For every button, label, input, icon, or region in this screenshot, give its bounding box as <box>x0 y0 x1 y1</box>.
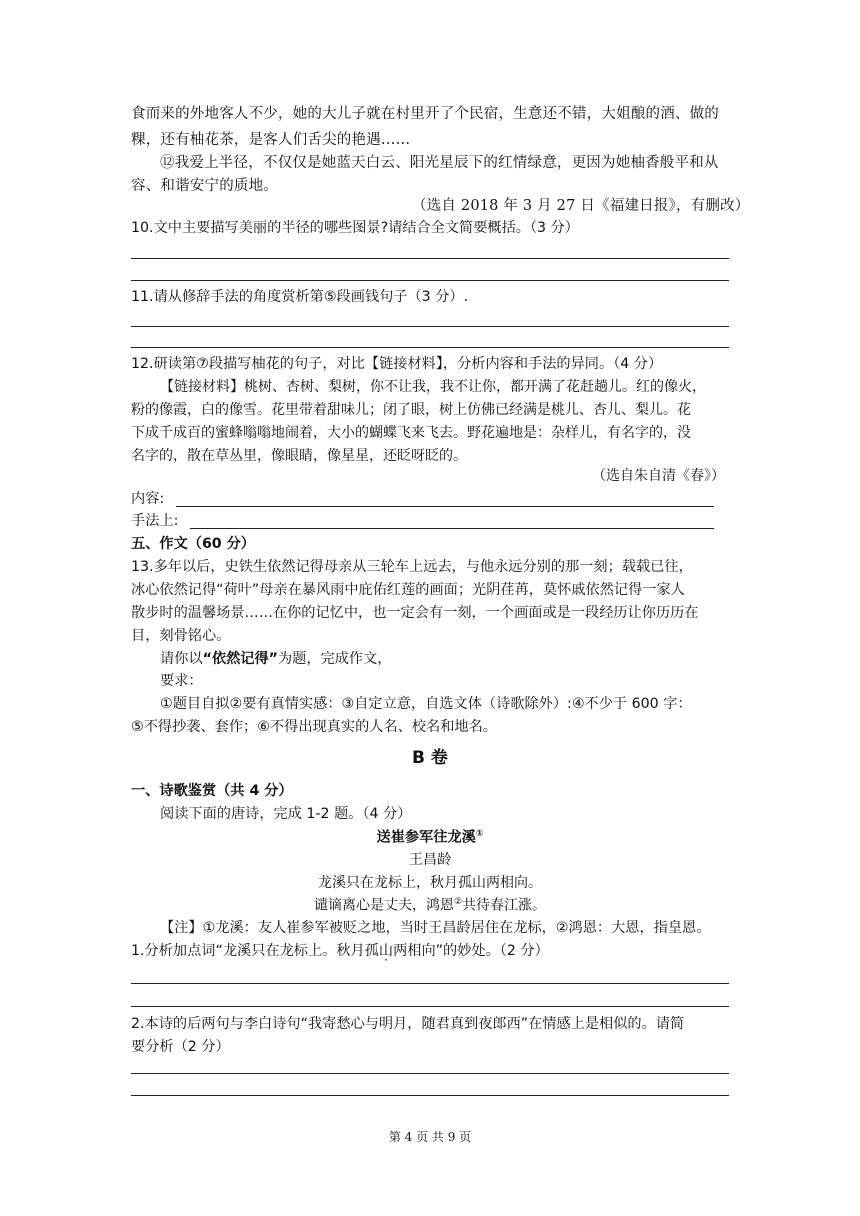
poem-note-marker: ② <box>453 897 463 907</box>
requirements: ⑤不得抄袭、套作；⑥不得出现真实的人名、校名和地名。 <box>131 719 497 735</box>
article-paragraph-12: ⑫我爱上半径，不仅仅是她蓝天白云、阳光星辰下的红情绿意，更因为她柚香般平和从 <box>160 155 719 171</box>
content-label: 内容: <box>131 491 165 507</box>
question-b2: 2.本诗的后两句与李白诗句“我寄愁心与明月，随君真到夜郎西”在情感上是相似的。请简 <box>131 1016 685 1032</box>
answer-line[interactable] <box>131 347 729 348</box>
q1-text-a: 1.分析加点词“龙溪只在龙标上。秋月孤 <box>131 943 379 959</box>
answer-line[interactable] <box>131 326 729 327</box>
part-b-title: B 卷 <box>412 748 448 768</box>
question-13: 13.多年以后，史铁生依然记得母亲从三轮车上远去，与他永远分别的那一刻；载载已往， <box>131 559 693 575</box>
poem-title-text: 送崔参军往龙溪 <box>376 829 476 846</box>
answer-line[interactable] <box>131 983 729 984</box>
essay-instruction <box>160 652 392 666</box>
link-material: 下成千成百的蜜蜂嗡嗡地闹着，大小的蝴蝶飞来飞去。野花遍地是：杂样儿，有名字的，没 <box>131 425 691 441</box>
requirements-label: 要求： <box>160 673 203 689</box>
page-footer: 第 4 页 共 9 页 <box>388 1130 472 1144</box>
answer-line[interactable] <box>131 1073 729 1074</box>
answer-line[interactable] <box>131 280 729 281</box>
poem-line-2 <box>0 898 860 913</box>
instr-prefix: 请你以 <box>160 651 203 667</box>
article-line: 容、和谐安宁的质地。 <box>131 178 278 194</box>
link-material: 名字的，散在草丛里，像眼睛，像星星，还眨呀眨的。 <box>131 448 467 464</box>
question-10: 10.文中主要描写美丽的半径的哪些图景?请结合全文简要概括。（3 分） <box>131 220 579 236</box>
question-13: 散步时的温馨场景……在你的记忆中，也一定会有一刻，一个画面或是一段经历让你历历在 <box>131 605 699 621</box>
poem-title-note: ① <box>475 829 484 839</box>
question-13: 冰心依然记得“荷叶”母亲在暴风雨中庇佑红莲的画面；光阴荏苒，莫怀戚依然记得一家人 <box>131 582 685 598</box>
section-5-title: 五、作文（60 分） <box>131 536 255 552</box>
question-b1 <box>131 944 549 958</box>
method-answer-line[interactable] <box>190 528 714 529</box>
section-1-title: 一、诗歌鉴赏（共 4 分） <box>131 783 293 799</box>
essay-topic: “依然记得” <box>202 651 278 667</box>
answer-line[interactable] <box>131 258 729 259</box>
question-b2: 要分析（2 分） <box>131 1039 230 1055</box>
poem-author: 王昌龄 <box>408 852 452 868</box>
poem-intro: 阅读下面的唐诗，完成 1-2 题。（4 分） <box>160 806 412 822</box>
answer-line[interactable] <box>131 1006 729 1007</box>
material-source: （选自朱自清《春》） <box>592 468 725 484</box>
article-source: （选自 2018 年 3 月 27 日《福建日报》，有删改） <box>412 198 750 214</box>
q1-text-b: 两相向”的妙处。（2 分） <box>393 943 549 959</box>
poem-line-2a: 谴谪离心是丈夫，鸿恩 <box>313 897 454 914</box>
dotted-word: 山 <box>378 943 394 959</box>
article-line: 食而来的外地客人不少，她的大儿子就在村里开了个民宿，生意还不错，大姐酿的酒、做的 <box>131 106 719 122</box>
instr-suffix: 为题，完成作文， <box>277 651 392 667</box>
poem-title <box>0 830 860 845</box>
article-line: 粿，还有柚花茶，是客人们舌尖的艳遇…… <box>131 132 411 148</box>
method-label: 手法上: <box>131 513 179 529</box>
content-answer-line[interactable] <box>176 506 714 507</box>
poem-line-2b: 共待春江涨。 <box>462 897 547 914</box>
question-13: 目，刻骨铭心。 <box>131 628 231 644</box>
poem-line-1: 龙溪只在龙标上，秋月孤山两相向。 <box>318 875 542 891</box>
poem-note: 【注】①龙溪：友人崔参军被贬之地，当时王昌龄居住在龙标，②鸿恩：大恩，指皇恩。 <box>160 920 711 936</box>
question-12: 12.研读第⑦段描写柚花的句子，对比【链接材料】，分析内容和手法的异同。（4 分） <box>131 356 663 372</box>
question-11: 11.请从修辞手法的角度赏析第⑤段画钱句子（3 分）. <box>131 289 469 305</box>
answer-line[interactable] <box>131 1095 729 1096</box>
link-material: 【链接材料】桃树、杏树、梨树，你不让我，我不让你，都开满了花赶趟儿。红的像火， <box>160 379 706 395</box>
requirements: ①题目自拟②要有真情实感：③自定立意，自选文体（诗歌除外）:④不少于 600 字： <box>160 696 692 712</box>
link-material: 粉的像霞，白的像雪。花里带着甜味儿；闭了眼，树上仿佛已经满是桃儿、杏儿、梨儿。花 <box>131 402 691 418</box>
